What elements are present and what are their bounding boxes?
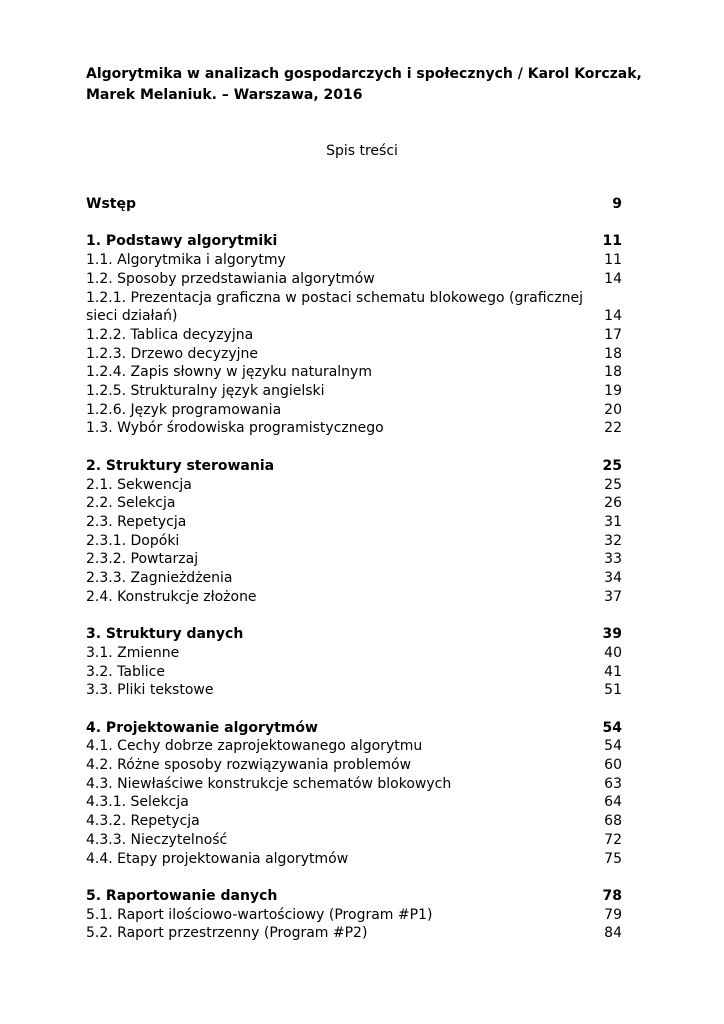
toc-entry-page: 51: [604, 682, 622, 699]
toc-entry-title: 4.3.2. Repetycja: [86, 813, 200, 830]
toc-entry-title: 4.2. Różne sposoby rozwiązywania problemów: [86, 757, 412, 774]
toc-entry: [86, 793, 622, 812]
toc-entry: [86, 382, 622, 401]
toc-entry: [86, 345, 622, 364]
toc-entry: [86, 924, 622, 943]
toc-entry: [86, 850, 622, 869]
toc-entry-title: 3. Struktury danych: [86, 626, 244, 643]
toc-entry-title: 4.3.3. Nieczytelność: [86, 831, 228, 848]
toc-entry-title: 3.1. Zmienne: [86, 644, 180, 661]
toc-entry-title: 4.3.1. Selekcja: [86, 794, 189, 811]
toc-entry-page: 26: [604, 495, 622, 512]
toc-entry-title: 5. Raportowanie danych: [86, 887, 278, 904]
toc-chapter-4: [86, 719, 622, 738]
toc-chapter-5: [86, 887, 622, 906]
toc-entry-page: 39: [602, 626, 622, 643]
toc-entry-title: 4.1. Cechy dobrze zaprojektowanego algorytmu: [86, 738, 423, 755]
toc-entry: [86, 906, 622, 925]
table-of-contents: [86, 195, 622, 943]
toc-entry-title: 2.1. Sekwencja: [86, 476, 192, 493]
toc-title: Spis treści: [326, 143, 398, 159]
toc-entry-page: 11: [604, 252, 622, 269]
toc-entry-title: 1.2.5. Strukturalny język angielski: [86, 383, 325, 400]
toc-entry-page: 72: [604, 831, 622, 848]
toc-entry-title: sieci działań): [86, 308, 178, 325]
toc-entry: [86, 251, 622, 270]
toc-entry-page: 25: [602, 457, 622, 474]
toc-entry-page: 84: [604, 925, 622, 942]
toc-entry-page: 79: [604, 906, 622, 923]
toc-entry-title: 5.1. Raport ilościowo-wartościowy (Program #P1): [86, 906, 433, 923]
toc-entry-title: 3.2. Tablice: [86, 663, 165, 680]
toc-entry: [86, 569, 622, 588]
toc-entry-page: 18: [604, 345, 622, 362]
toc-entry: [86, 401, 622, 420]
toc-entry-wrapped-line-2: [86, 307, 622, 326]
toc-entry: [86, 775, 622, 794]
toc-entry-intro: [86, 195, 622, 214]
toc-entry: [86, 812, 622, 831]
document-header: [86, 64, 646, 106]
toc-entry-title: 2. Struktury sterowania: [86, 457, 275, 474]
toc-entry-page: 40: [604, 644, 622, 661]
toc-entry: [86, 588, 622, 607]
toc-chapter-1: [86, 232, 622, 251]
toc-entry-page: 54: [604, 738, 622, 755]
toc-entry: [86, 476, 622, 495]
toc-entry-title: 2.3.1. Dopóki: [86, 532, 180, 549]
toc-entry: [86, 681, 622, 700]
toc-entry-title: 1.2.6. Język programowania: [86, 401, 282, 418]
toc-entry-title: 1.2.2. Tablica decyzyjna: [86, 326, 254, 343]
toc-entry-page: 32: [604, 532, 622, 549]
toc-entry-page: 17: [604, 326, 622, 343]
toc-entry-page: 60: [604, 757, 622, 774]
toc-entry: [86, 550, 622, 569]
toc-entry-title: 4.3. Niewłaściwe konstrukcje schematów blokowych: [86, 775, 452, 792]
toc-entry-page: 68: [604, 813, 622, 830]
toc-entry: [86, 532, 622, 551]
toc-entry-title: 1.2. Sposoby przedstawiania algorytmów: [86, 270, 375, 287]
toc-entry-wrapped-line-1: [86, 289, 622, 308]
toc-entry-page: 54: [602, 719, 622, 736]
toc-entry-page: 31: [604, 513, 622, 530]
toc-entry-page: 41: [604, 663, 622, 680]
toc-entry-page: 22: [604, 420, 622, 437]
toc-entry-title: 1.1. Algorytmika i algorytmy: [86, 252, 286, 269]
toc-entry-page: 34: [604, 570, 622, 587]
toc-entry-title: 2.2. Selekcja: [86, 495, 176, 512]
toc-entry-page: 37: [604, 588, 622, 605]
toc-entry: [86, 644, 622, 663]
toc-entry: [86, 756, 622, 775]
toc-entry-title: 1.3. Wybór środowiska programistycznego: [86, 420, 384, 437]
toc-entry-page: 78: [602, 887, 622, 904]
toc-entry-title: 1.2.4. Zapis słowny w języku naturalnym: [86, 364, 372, 381]
toc-entry: [86, 270, 622, 289]
toc-entry-title: 4.4. Etapy projektowania algorytmów: [86, 850, 349, 867]
toc-entry-title: 2.3.2. Powtarzaj: [86, 551, 199, 568]
toc-entry-page: 64: [604, 794, 622, 811]
toc-entry-title: Wstęp: [86, 196, 136, 212]
toc-entry-page: 75: [604, 850, 622, 867]
toc-chapter-3: [86, 625, 622, 644]
header-line-1: Algorytmika w analizach gospodarczych i społecznych / Karol Korczak,: [86, 66, 642, 82]
toc-entry-title: 2.3.3. Zagnieżdżenia: [86, 570, 233, 587]
toc-entry: [86, 831, 622, 850]
toc-entry: [86, 663, 622, 682]
toc-entry-title: 1.2.3. Drzewo decyzyjne: [86, 345, 258, 362]
toc-entry-page: 63: [604, 775, 622, 792]
toc-entry-title: 2.4. Konstrukcje złożone: [86, 588, 257, 605]
toc-entry-title: 1.2.1. Prezentacja graficzna w postaci schematu blokowego (graficznej: [86, 289, 583, 306]
toc-entry: [86, 419, 622, 438]
toc-entry-title: 5.2. Raport przestrzenny (Program #P2): [86, 925, 368, 942]
toc-entry-page: 25: [604, 476, 622, 493]
toc-entry: [86, 363, 622, 382]
toc-entry-page: 14: [604, 270, 622, 287]
toc-chapter-2: [86, 457, 622, 476]
toc-entry-title: 2.3. Repetycja: [86, 513, 187, 530]
toc-entry-page: 19: [604, 383, 622, 400]
toc-entry-title: 1. Podstawy algorytmiki: [86, 233, 278, 250]
toc-entry-title: 4. Projektowanie algorytmów: [86, 719, 318, 736]
toc-entry-page: 33: [604, 551, 622, 568]
toc-entry-page: 11: [602, 233, 622, 250]
toc-entry: [86, 326, 622, 345]
toc-entry-page: 18: [604, 364, 622, 381]
toc-entry-page: 9: [612, 196, 622, 212]
toc-entry-title: 3.3. Pliki tekstowe: [86, 682, 214, 699]
toc-entry: [86, 737, 622, 756]
toc-entry-page: 20: [604, 401, 622, 418]
toc-entry: [86, 494, 622, 513]
header-line-2: Marek Melaniuk. – Warszawa, 2016: [86, 87, 363, 103]
toc-entry: [86, 513, 622, 532]
toc-entry-page: 14: [604, 308, 622, 325]
